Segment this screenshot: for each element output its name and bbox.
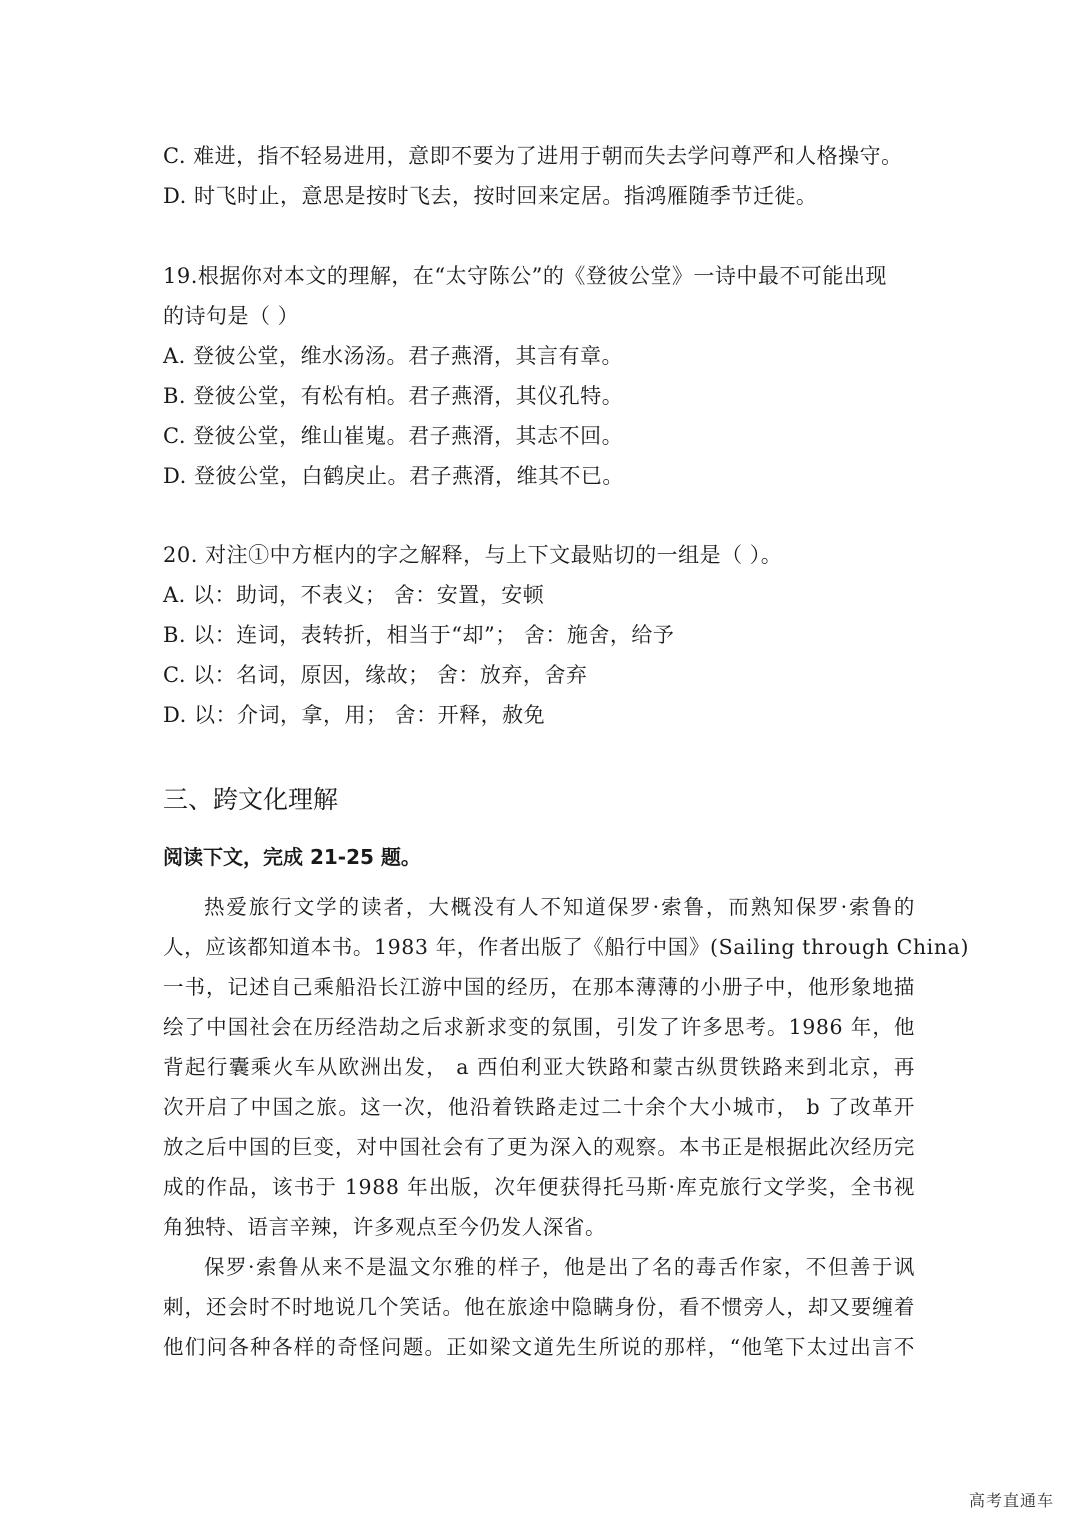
q20-option-a: A. 以：助词，不表义； 舍：安置，安顿 — [163, 583, 545, 607]
q19-option-b: B. 登彼公堂，有松有柏。君子燕湑，其仪孔特。 — [163, 384, 624, 408]
paragraph1-line: 绘了中国社会在历经浩劫之后求新求变的氛围，引发了许多思考。1986 年，他 — [163, 1015, 915, 1039]
q19-stem-line1: 19.根据你对本文的理解，在“太守陈公”的《登彼公堂》一诗中最不可能出现 — [163, 264, 887, 288]
q19-option-d: D. 登彼公堂，白鹤戾止。君子燕湑，维其不已。 — [163, 464, 624, 488]
q20-option-d: D. 以：介词，拿，用； 舍：开释，赦免 — [163, 703, 546, 727]
paragraph1-line: 一书，记述自己乘船沿长江游中国的经历，在那本薄薄的小册子中，他形象地描 — [163, 975, 915, 999]
watermark-text: 高考直通车 — [968, 1491, 1054, 1510]
q18-option-c: C. 难进，指不轻易进用，意即不要为了进用于朝而失去学问尊严和人格操守。 — [163, 144, 903, 168]
paragraph1-line: 成的作品，该书于 1988 年出版，次年便获得托马斯·库克旅行文学奖，全书视 — [163, 1175, 915, 1199]
section-instruction: 阅读下文，完成 21-25 题。 — [163, 845, 421, 869]
q20-stem: 20. 对注①中方框内的字之解释，与上下文最贴切的一组是（ ）。 — [163, 543, 783, 567]
paragraph1-line: 热爱旅行文学的读者，大概没有人不知道保罗·索鲁，而熟知保罗·索鲁的 — [204, 895, 915, 919]
q18-option-d: D. 时飞时止，意思是按时飞去，按时回来定居。指鸿雁随季节迁徙。 — [163, 184, 818, 208]
q19-option-a: A. 登彼公堂，维水汤汤。君子燕湑，其言有章。 — [163, 344, 624, 368]
paragraph1-line: 次开启了中国之旅。这一次，他沿着铁路走过二十余个大小城市， b 了改革开 — [163, 1095, 915, 1119]
q20-option-b: B. 以：连词，表转折，相当于“却”； 舍：施舍，给予 — [163, 623, 675, 647]
paragraph1-line: 放之后中国的巨变，对中国社会有了更为深入的观察。本书正是根据此次经历完 — [163, 1135, 915, 1159]
q19-stem-line2: 的诗句是（ ） — [163, 304, 300, 328]
paragraph1-line: 背起行囊乘火车从欧洲出发， a 西伯利亚大铁路和蒙古纵贯铁路来到北京，再 — [163, 1055, 915, 1079]
paragraph2-line: 刺，还会时不时地说几个笑话。他在旅途中隐瞒身份，看不惯旁人，却又要缠着 — [163, 1295, 915, 1319]
paragraph2-line: 保罗·索鲁从来不是温文尔雅的样子，他是出了名的毒舌作家，不但善于讽 — [204, 1255, 915, 1279]
section-title: 三、跨文化理解 — [163, 785, 339, 814]
q19-option-c: C. 登彼公堂，维山崔嵬。君子燕湑，其志不回。 — [163, 424, 624, 448]
paragraph2-line: 他们问各种各样的奇怪问题。正如梁文道先生所说的那样，“他笔下太过出言不 — [163, 1335, 915, 1359]
paragraph1-line: 角独特、语言辛辣，许多观点至今仍发人深省。 — [163, 1215, 607, 1239]
q20-option-c: C. 以：名词，原因，缘故； 舍：放弃，舍弃 — [163, 663, 588, 687]
paragraph1-line: 人，应该都知道本书。1983 年，作者出版了《船行中国》(Sailing through China) — [163, 935, 970, 959]
